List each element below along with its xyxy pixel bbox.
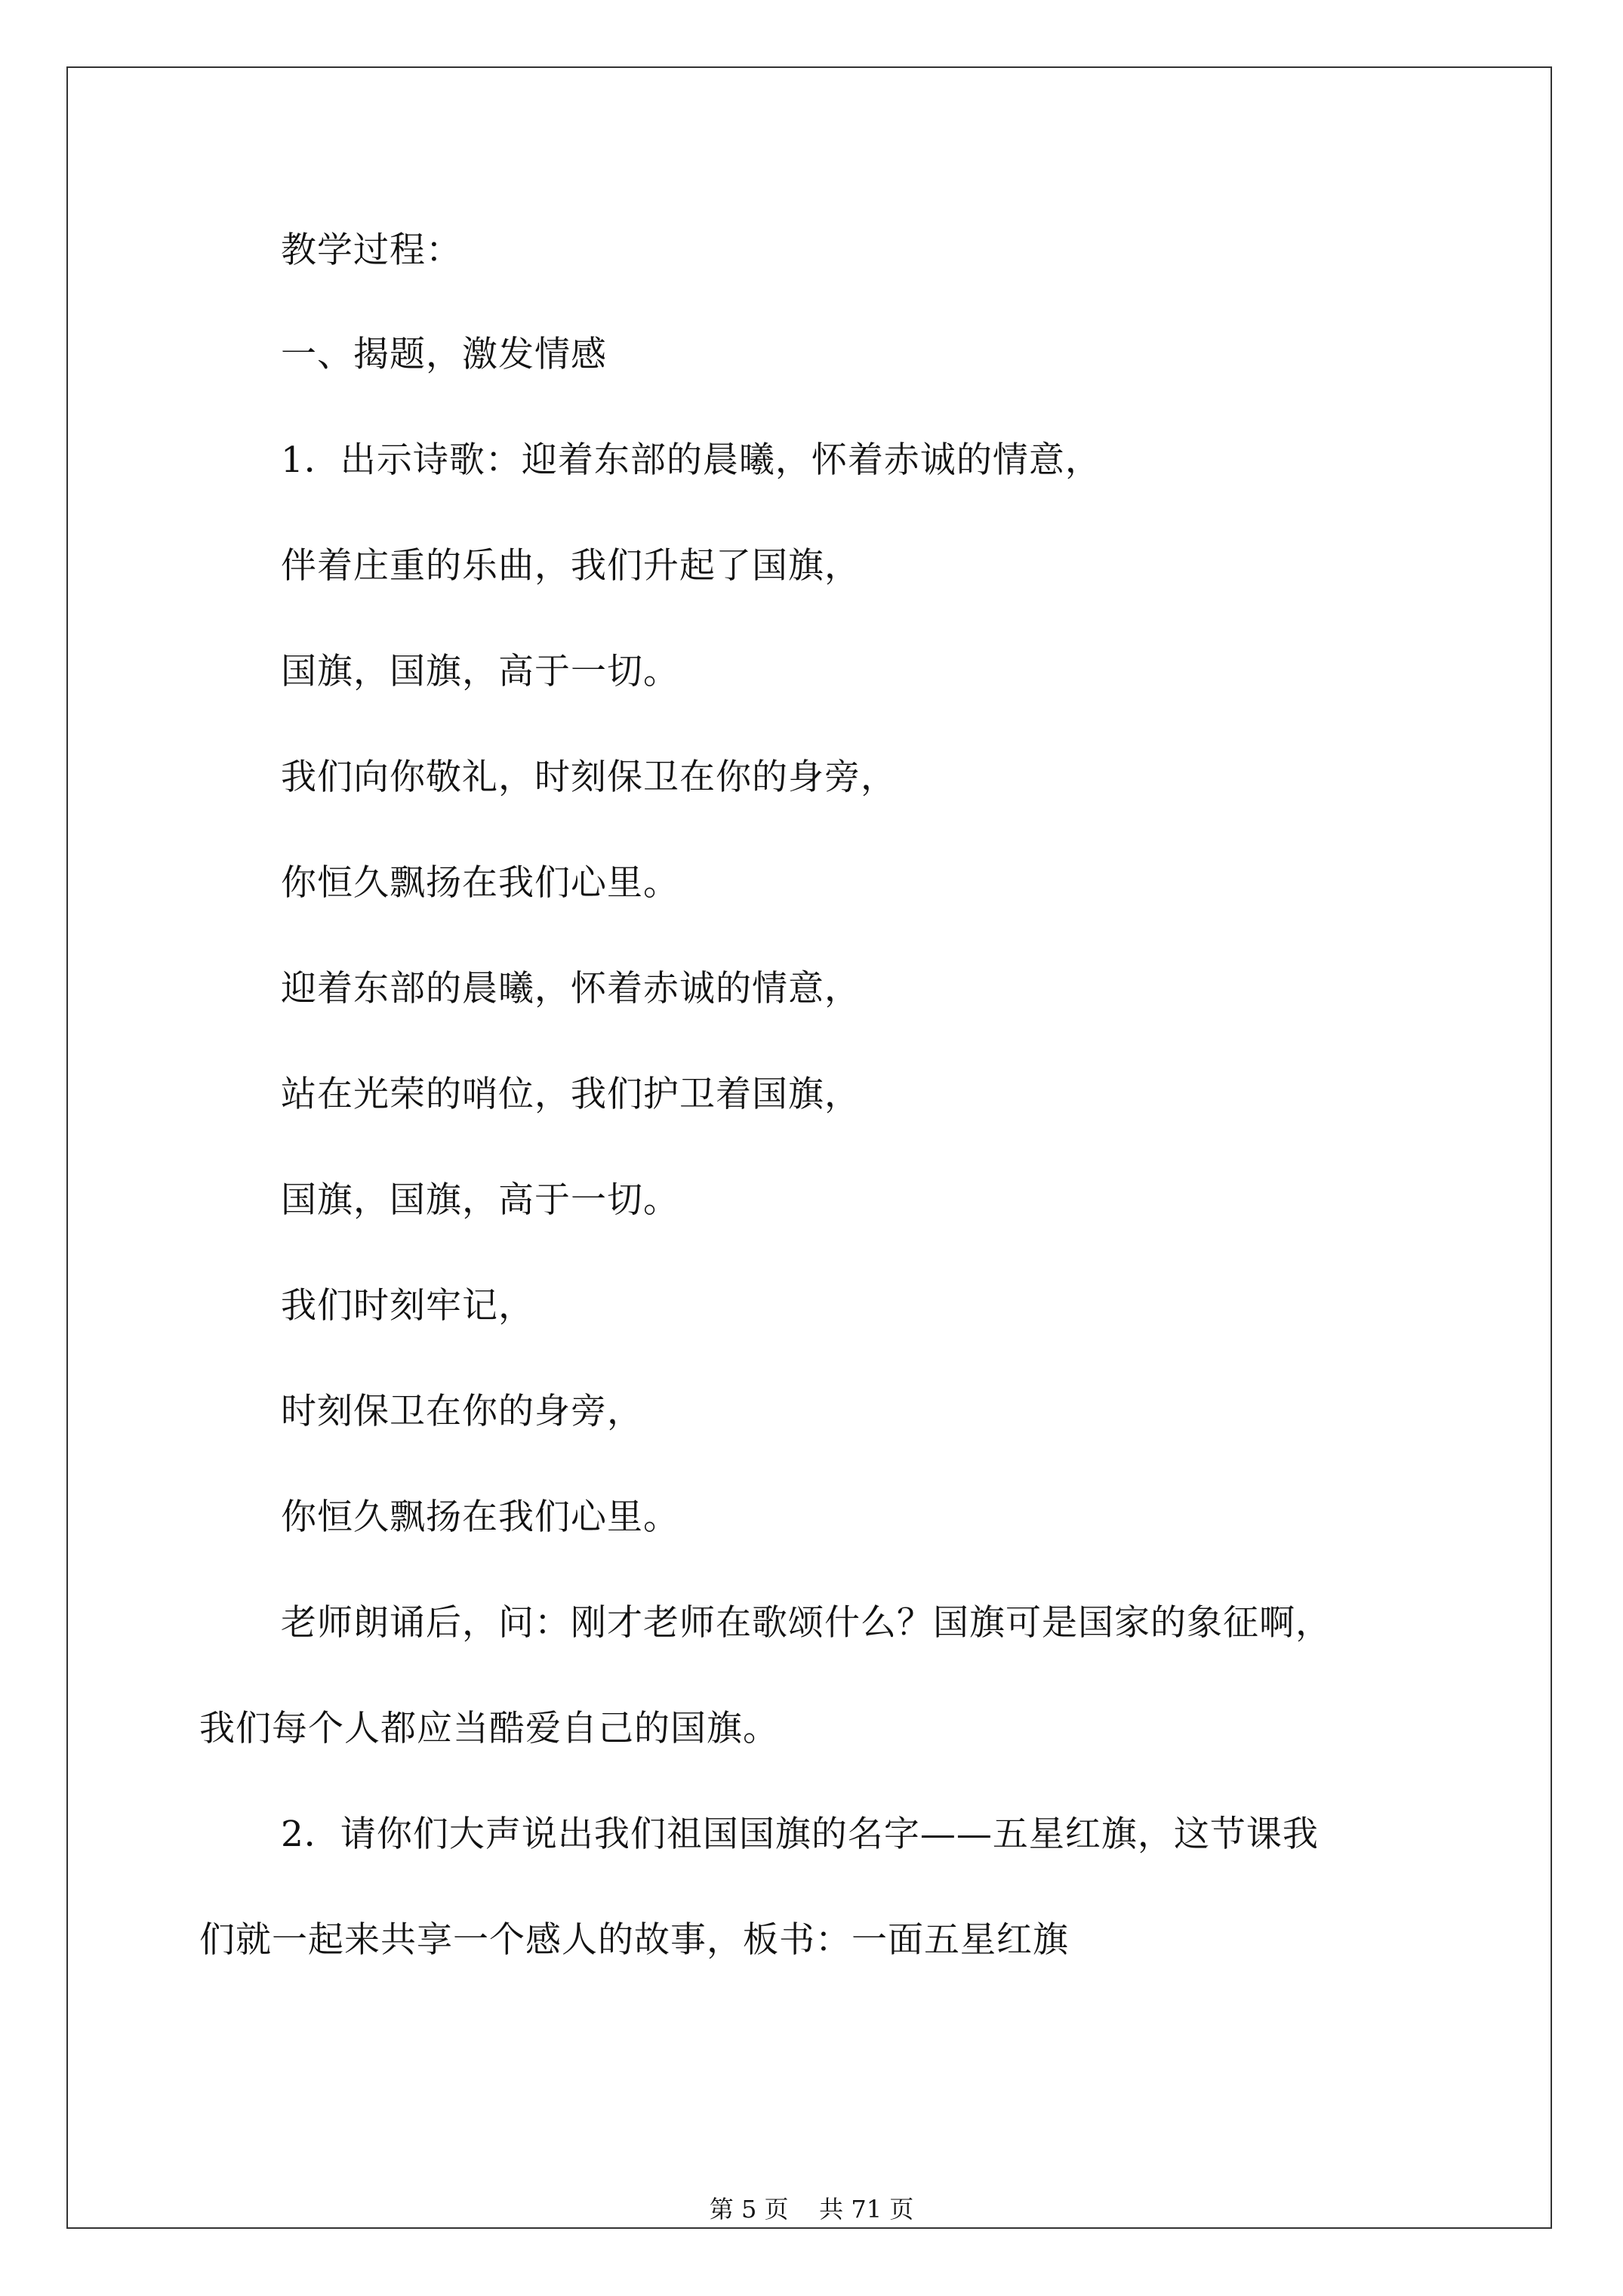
- poem-line: 国旗，国旗，高于一切。: [281, 651, 679, 692]
- poem-line: 我们时刻牢记，: [281, 1285, 534, 1327]
- poem-line: 伴着庄重的乐曲，我们升起了国旗，: [281, 545, 861, 587]
- section-heading: 一、揭题，激发情感: [281, 334, 607, 375]
- text-line: 1．出示诗歌：迎着东部的晨曦，怀着赤诚的情意，: [281, 439, 1101, 481]
- page-number-footer: 第 5 页 共 71 页: [709, 2195, 914, 2224]
- poem-line: 站在光荣的哨位，我们护卫着国旗，: [281, 1074, 861, 1115]
- poem-line: 迎着东部的晨曦，怀着赤诚的情意，: [281, 968, 861, 1009]
- paragraph-line: 我们每个人都应当酷爱自己的国旗。: [199, 1708, 779, 1749]
- paragraph-line: 2．请你们大声说出我们祖国国旗的名字——五星红旗，这节课我: [281, 1814, 1319, 1855]
- poem-line: 你恒久飘扬在我们心里。: [281, 1496, 679, 1538]
- poem-line: 时刻保卫在你的身旁，: [281, 1391, 643, 1432]
- paragraph-line: 们就一起来共享一个感人的故事，板书：一面五星红旗: [199, 1919, 1069, 1961]
- poem-line: 我们向你敬礼，时刻保卫在你的身旁，: [281, 757, 897, 798]
- text-line: 教学过程：: [281, 230, 462, 271]
- page-border: [66, 66, 1552, 2229]
- poem-line: 国旗，国旗，高于一切。: [281, 1179, 679, 1221]
- poem-line: 你恒久飘扬在我们心里。: [281, 862, 679, 904]
- paragraph-line: 老师朗诵后，问：刚才老师在歌颂什么？国旗可是国家的象征啊，: [281, 1602, 1332, 1644]
